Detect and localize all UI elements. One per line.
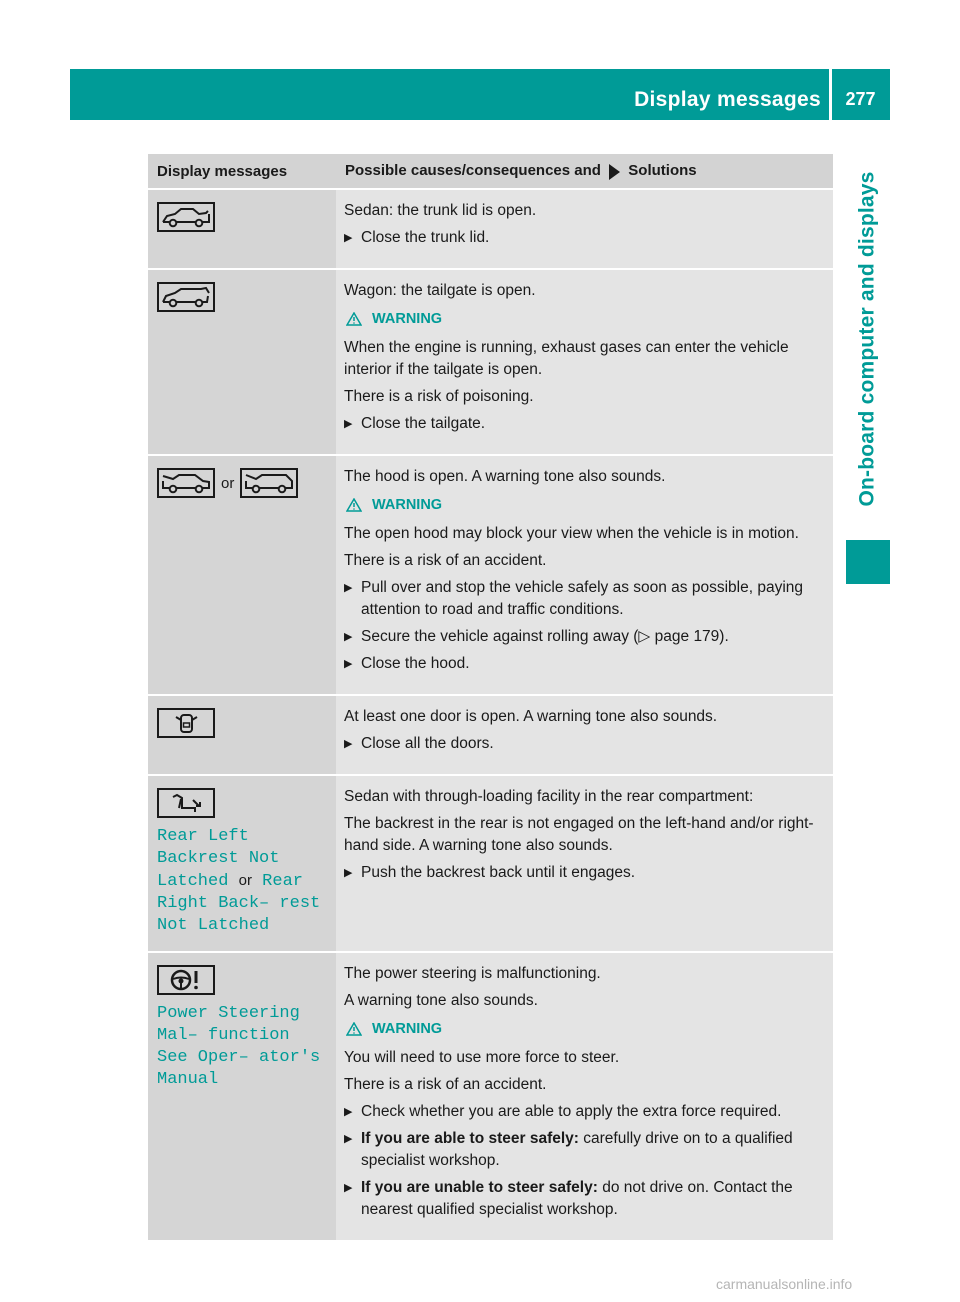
description-cell	[336, 694, 833, 774]
page-number: 277	[845, 89, 876, 109]
instruction-arrow-icon: ▶	[344, 631, 353, 643]
table-row	[148, 268, 833, 454]
instruction-arrow-icon: ▶	[344, 232, 353, 244]
instruction-item: ▶ Close the trunk lid.	[344, 227, 827, 249]
instruction-item: ▶ Close the hood.	[344, 653, 827, 675]
display-cell	[148, 694, 336, 774]
warning-text: There is a risk of poisoning.	[344, 388, 534, 405]
header-divider	[829, 69, 832, 120]
side-section-title	[846, 134, 890, 544]
table-row	[148, 454, 833, 694]
instruction-arrow-icon: ▶	[344, 1133, 353, 1145]
display-cell	[148, 774, 336, 951]
instruction-item: ▶ Secure the vehicle against rolling away (▷ page 179).	[344, 626, 827, 648]
tailgate-open-icon	[157, 282, 215, 312]
description-line: Sedan: the trunk lid is open.	[344, 202, 537, 219]
col-header-causes-text: Possible causes/consequences and	[345, 162, 601, 180]
instruction-arrow-icon: ▶	[344, 738, 353, 750]
col-header-display-messages: Display messages	[148, 154, 336, 188]
display-cell	[148, 268, 336, 454]
side-title-text: On-board computer and displays	[856, 171, 879, 507]
description-cell	[336, 951, 833, 1240]
warning-heading: WARNING	[344, 1018, 827, 1040]
description-line: At least one door is open. A warning tone also sounds.	[344, 708, 718, 725]
trunk-open-icon	[157, 202, 215, 232]
hood-open-icon	[157, 468, 215, 498]
instruction-item: ▶ Pull over and stop the vehicle safely as soon as possible, paying attention to road and traffic conditions.	[344, 577, 827, 621]
solutions-arrow-icon	[609, 164, 620, 180]
table-row	[148, 774, 833, 951]
instruction-item: ▶ If you are able to steer safely: carefully drive on to a qualified specialist workshop.	[344, 1128, 827, 1172]
warning-text: When the engine is running, exhaust gases can enter the vehicle interior if the tailgate is open.	[344, 339, 789, 378]
backrest-icon	[157, 788, 215, 818]
display-cell	[148, 454, 336, 694]
warning-triangle-icon	[346, 312, 362, 326]
instruction-arrow-icon: ▶	[344, 582, 353, 594]
hood-open-wagon-icon	[240, 468, 298, 498]
description-cell	[336, 454, 833, 694]
header-title: Display messages	[634, 88, 821, 111]
instruction-item: ▶ If you are unable to steer safely: do not drive on. Contact the nearest qualified specialist workshop.	[344, 1177, 827, 1221]
description-cell	[336, 774, 833, 951]
instruction-item: ▶ Check whether you are able to apply the extra force required.	[344, 1101, 827, 1123]
description-cell	[336, 188, 833, 268]
display-cell	[148, 188, 336, 268]
warning-text: The open hood may block your view when the vehicle is in motion.	[344, 525, 799, 542]
display-message-text: Power Steering Mal– function See Oper– ator's Manual	[157, 1004, 321, 1089]
display-cell	[148, 951, 336, 1240]
display-message-text: Rear Left Backrest Not Latched or Rear Right Back– rest Not Latched	[157, 827, 321, 935]
warning-text: There is a risk of an accident.	[344, 1076, 547, 1093]
description-line: The backrest in the rear is not engaged on the left-hand and/or right-hand side. A warning tone also sounds.	[344, 815, 814, 854]
warning-heading: WARNING	[344, 308, 827, 330]
page-header	[70, 69, 890, 120]
door-open-icon	[157, 708, 215, 738]
instruction-arrow-icon: ▶	[344, 658, 353, 670]
instruction-item: ▶ Push the backrest back until it engages.	[344, 862, 827, 884]
description-cell	[336, 268, 833, 454]
warning-triangle-icon	[346, 498, 362, 512]
steering-warning-icon	[157, 965, 215, 995]
table-row	[148, 951, 833, 1240]
warning-heading: WARNING	[344, 494, 827, 516]
footer-watermark: carmanualsonline.info	[716, 1276, 853, 1292]
description-line: Wagon: the tailgate is open.	[344, 282, 536, 299]
side-tab-marker	[846, 540, 890, 584]
instruction-arrow-icon: ▶	[344, 867, 353, 879]
instruction-arrow-icon: ▶	[344, 418, 353, 430]
col-header-solutions-text: Solutions	[628, 162, 697, 180]
table-header-row	[148, 154, 833, 188]
table-row	[148, 694, 833, 774]
instruction-arrow-icon: ▶	[344, 1106, 353, 1118]
warning-text: There is a risk of an accident.	[344, 552, 547, 569]
table-row	[148, 188, 833, 268]
or-text: or	[221, 474, 235, 492]
description-line: A warning tone also sounds.	[344, 992, 538, 1009]
display-messages-table	[148, 154, 833, 1240]
instruction-item: ▶ Close the tailgate.	[344, 413, 827, 435]
warning-triangle-icon	[346, 1022, 362, 1036]
description-line: Sedan with through-loading facility in the rear compartment:	[344, 788, 754, 805]
instruction-item: ▶ Close all the doors.	[344, 733, 827, 755]
description-line: The hood is open. A warning tone also sounds.	[344, 468, 666, 485]
instruction-arrow-icon: ▶	[344, 1182, 353, 1194]
warning-text: You will need to use more force to steer.	[344, 1049, 620, 1066]
col-header-causes	[336, 154, 833, 188]
description-line: The power steering is malfunctioning.	[344, 965, 601, 982]
